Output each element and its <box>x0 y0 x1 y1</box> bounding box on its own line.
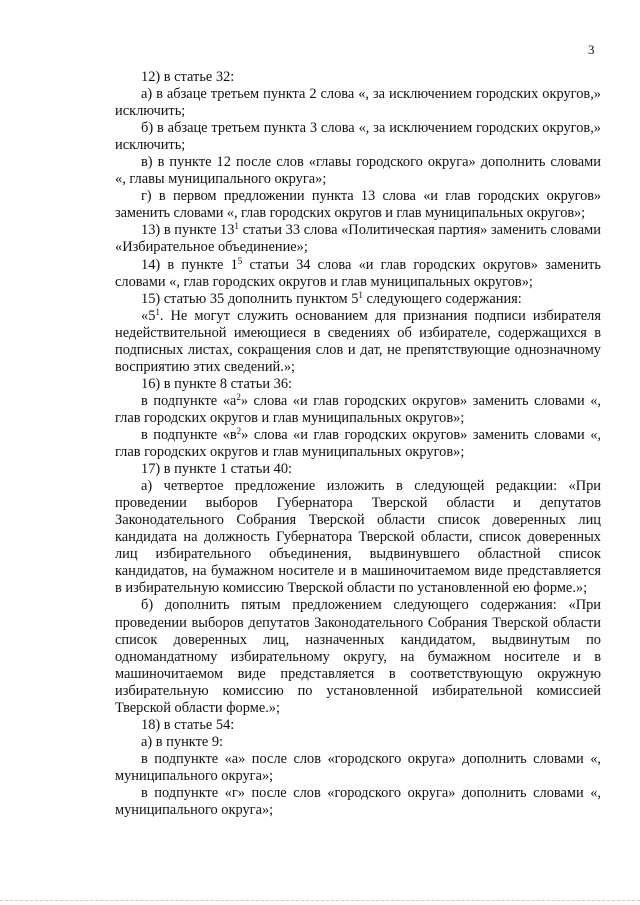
paragraph-item-12a: а) в абзаце третьем пункта 2 слова «, за исключением городских округов,» исключить; <box>115 86 601 120</box>
superscript-index: 2 <box>236 425 242 436</box>
paragraph-item-15-text-before: 15) статью 35 дополнить пунктом 5 <box>141 290 359 307</box>
paragraph-item-16-subpoint-a2 <box>115 393 601 427</box>
paragraph-item-12b: б) в абзаце третьем пункта 3 слова «, за исключением городских округов,» исключить; <box>115 120 601 154</box>
paragraph-item-18a: а) в пункте 9: <box>141 733 224 750</box>
paragraph-item-12v: в) в пункте 12 после слов «главы городского округа» дополнить словами «, главы муниципального округа»; <box>115 154 601 188</box>
superscript-index: 1 <box>358 289 363 300</box>
document-body <box>115 69 601 819</box>
quoted-point-text-after: . Не могут служить основанием для признания подписи избирателя недействительной имеющиеся в сведениях об избирателе, содержащихся в подписных листах, сокращения слов и дат, не препятствующие однозначному восприятию этих сведений.»; <box>115 307 601 375</box>
paragraph-item-15 <box>115 291 601 308</box>
paragraph-item-18a-subpoint-a: в подпункте «а» после слов «городского округа» дополнить словами «, муниципального округа»; <box>115 750 601 784</box>
paragraph-quoted-point-5-1 <box>115 308 601 376</box>
subpoint-v2-text-after: » слова «и глав городских округов» заменить словами «, глав городских округов и глав муниципальных округов»; <box>115 426 601 461</box>
paragraph-item-15-text-after: следующего содержания: <box>362 290 522 307</box>
paragraph-item-16-subpoint-v2 <box>115 427 601 461</box>
paragraph-item-18a-subpoint-g: в подпункте «г» после слов «городского округа» дополнить словами «, муниципального округа»; <box>115 784 601 819</box>
subpoint-a2-text-before: в подпункте «а <box>141 392 237 409</box>
superscript-index: 1 <box>155 306 160 317</box>
paragraph-item-13-text-before: 13) в пункте 13 <box>141 222 235 239</box>
paragraph-item-13-text-after: статьи 33 слова «Политическая партия» заменить словами «Избирательное объединение»; <box>115 222 601 256</box>
page-number: 3 <box>588 42 595 57</box>
paragraph-item-17a: а) четвертое предложение изложить в следующей редакции: «При проведении выборов Губернатора Тверской области и депутатов Законодательного Собрания Тверской области список доверенных лиц кандидата на должность Губернатора Тверской области, список доверенных лиц избирательного объединения, выдвинувшего областной список кандидатов, на бумажном носителе и в машиночитаемом виде представляется в избирательную комиссию Тверской области по установленной ею форме.»; <box>115 478 601 597</box>
paragraph-item-17: 17) в пункте 1 статьи 40: <box>141 461 293 478</box>
paragraph-item-12g: г) в первом предложении пункта 13 слова «и глав городских округов» заменить словами «, глав городских округов и глав муниципальных округов»; <box>115 188 601 222</box>
paragraph-item-18: 18) в статье 54: <box>141 716 235 733</box>
paragraph-item-16: 16) в пункте 8 статьи 36: <box>141 375 293 392</box>
superscript-index: 1 <box>234 221 239 232</box>
subpoint-a2-text-after: » слова «и глав городских округов» заменить словами «, глав городских округов и глав муниципальных округов»; <box>115 392 601 426</box>
paragraph-item-14-text-after: статьи 34 слова «и глав городских округов» заменить словами «, глав городских округов и глав муниципальных округов»; <box>115 256 601 290</box>
paragraph-item-14-text-before: 14) в пункте 1 <box>141 256 238 273</box>
superscript-index: 5 <box>237 255 243 266</box>
paragraph-item-17b: б) дополнить пятым предложением следующего содержания: «При проведении выборов депутатов Законодательного Собрания Тверской области список доверенных лиц, назначенных кандидатом, выдвинутым по одномандатному избирательному округу, на бумажном носителе и в машиночитаемом виде представляется в соответствующую окружную избирательную комиссию по установленной избирательной комиссией Тверской области форме.»; <box>115 597 601 716</box>
paragraph-item-13 <box>115 222 601 256</box>
page-bottom-divider <box>0 900 640 901</box>
subpoint-v2-text-before: в подпункте «в <box>141 426 237 443</box>
paragraph-item-12: 12) в статье 32: <box>141 69 235 85</box>
superscript-index: 2 <box>236 391 241 402</box>
quoted-point-text-before: «5 <box>141 307 156 324</box>
paragraph-item-14 <box>115 257 601 291</box>
